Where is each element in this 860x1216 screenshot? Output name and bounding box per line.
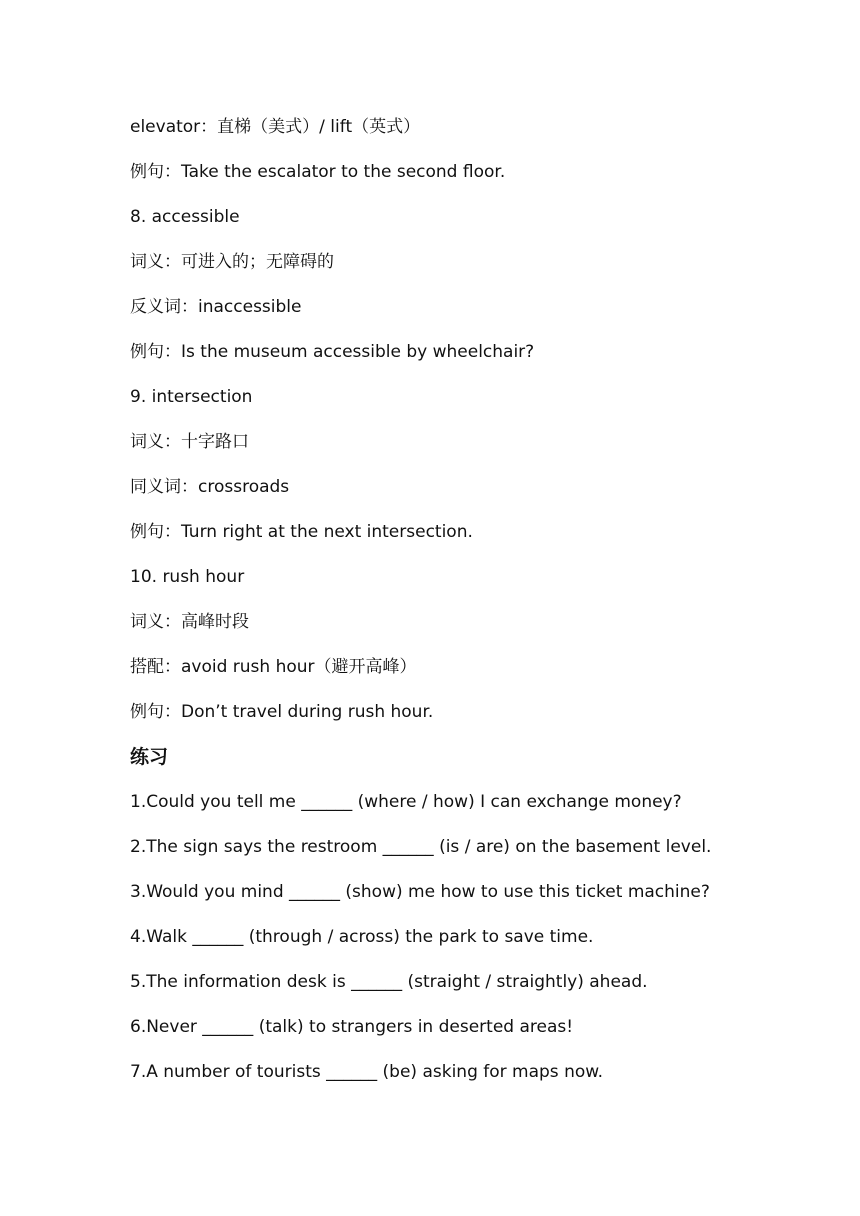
exercise-question: 1.Could you tell me ______ (where / how) I can exchange money?	[130, 792, 682, 812]
vocab-item-10-collocation: 搭配：avoid rush hour（避开高峰）	[130, 657, 417, 677]
vocab-item-8-title: 8. accessible	[130, 207, 240, 227]
exercise-heading: 练习	[130, 746, 169, 768]
vocab-item-9-title: 9. intersection	[130, 387, 253, 407]
vocab-item-9-meaning: 词义：十字路口	[130, 432, 249, 452]
elevator-line: elevator：直梯（美式）/ lift（英式）	[130, 117, 421, 137]
exercise-question: 3.Would you mind ______ (show) me how to use this ticket machine?	[130, 882, 710, 902]
vocab-item-9-synonym: 同义词：crossroads	[130, 477, 290, 497]
exercise-question: 4.Walk ______ (through / across) the park to save time.	[130, 927, 594, 947]
vocab-item-10-example: 例句：Don’t travel during rush hour.	[130, 702, 434, 722]
vocab-item-8-example: 例句：Is the museum accessible by wheelchair?	[130, 342, 535, 362]
exercise-question: 5.The information desk is ______ (straight / straightly) ahead.	[130, 972, 648, 992]
vocab-item-10-title: 10. rush hour	[130, 567, 245, 587]
exercise-question: 7.A number of tourists ______ (be) asking for maps now.	[130, 1062, 603, 1082]
vocab-item-8-antonym: 反义词：inaccessible	[130, 297, 302, 317]
document-content	[130, 113, 770, 1103]
escalator-example: 例句：Take the escalator to the second floor.	[130, 162, 506, 182]
exercise-question: 6.Never ______ (talk) to strangers in deserted areas!	[130, 1017, 574, 1037]
vocab-item-10-meaning: 词义：高峰时段	[130, 612, 249, 632]
exercise-question: 2.The sign says the restroom ______ (is / are) on the basement level.	[130, 837, 712, 857]
vocab-item-8-meaning: 词义：可进入的；无障碍的	[130, 252, 334, 272]
vocab-item-9-example: 例句：Turn right at the next intersection.	[130, 522, 473, 542]
